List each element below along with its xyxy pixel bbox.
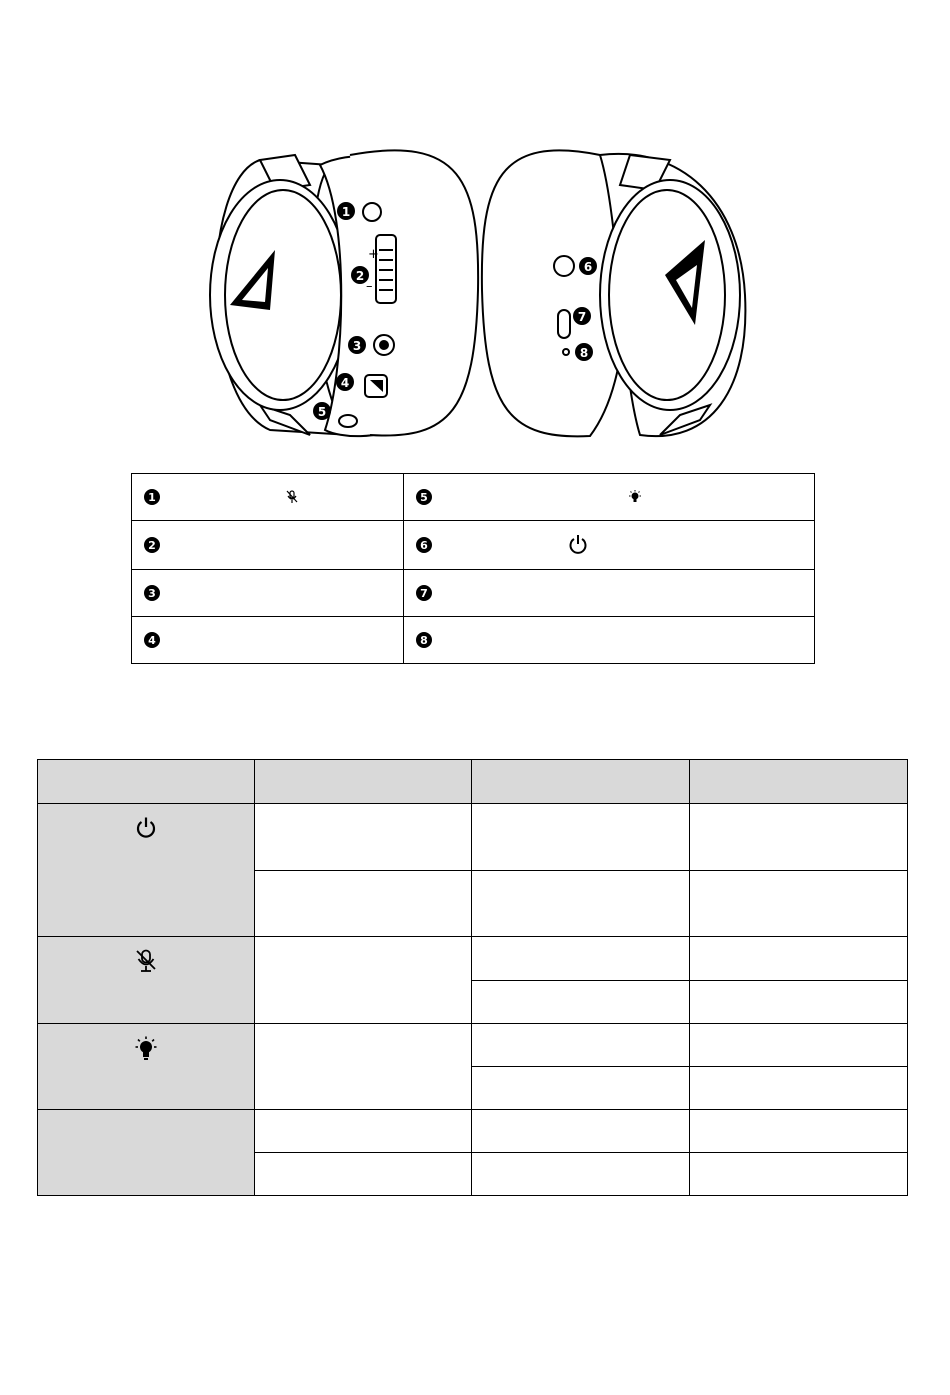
table-cell bbox=[690, 804, 908, 871]
legend-row bbox=[132, 474, 815, 521]
power-icon bbox=[135, 816, 157, 840]
table-cell bbox=[472, 870, 690, 937]
callout-3 bbox=[348, 336, 366, 354]
power-icon bbox=[568, 534, 588, 556]
svg-text:3: 3 bbox=[352, 339, 362, 353]
table-cell bbox=[472, 804, 690, 871]
group-power bbox=[38, 804, 255, 937]
group-mic-mute bbox=[38, 937, 255, 1023]
svg-text:5: 5 bbox=[317, 405, 327, 419]
table-cell bbox=[255, 1109, 472, 1152]
component-legend-table bbox=[131, 473, 815, 664]
legend-row bbox=[132, 617, 815, 664]
table-cell bbox=[472, 1066, 690, 1109]
legend-cell bbox=[132, 617, 404, 664]
table-row bbox=[38, 804, 908, 871]
table-cell bbox=[690, 937, 908, 980]
legend-cell bbox=[132, 521, 404, 570]
legend-cell bbox=[404, 521, 815, 570]
table-cell bbox=[255, 804, 472, 871]
left-earcup bbox=[210, 150, 478, 436]
table-cell bbox=[690, 1023, 908, 1066]
legend-cell bbox=[404, 474, 815, 521]
table-cell bbox=[472, 1023, 690, 1066]
legend-number: 6 bbox=[416, 537, 432, 553]
legend-number: 5 bbox=[416, 489, 432, 505]
svg-text:7: 7 bbox=[577, 310, 587, 324]
callout-8 bbox=[575, 343, 593, 361]
headset-illustration bbox=[200, 140, 760, 450]
callout-7 bbox=[573, 307, 591, 325]
table-header-row bbox=[38, 760, 908, 804]
table-header-cell bbox=[255, 760, 472, 804]
legend-cell bbox=[404, 617, 815, 664]
table-cell bbox=[255, 1152, 472, 1195]
table-cell bbox=[690, 1152, 908, 1195]
group-other bbox=[38, 1109, 255, 1195]
svg-text:4: 4 bbox=[340, 376, 350, 390]
mic-mute-icon bbox=[286, 490, 298, 504]
legend-number: 1 bbox=[144, 489, 160, 505]
mic-mute-icon bbox=[135, 949, 157, 973]
table-cell bbox=[255, 1023, 472, 1109]
table-cell bbox=[255, 870, 472, 937]
legend-number: 4 bbox=[144, 632, 160, 648]
volume-plus-label: + bbox=[368, 247, 379, 262]
volume-minus-label: – bbox=[366, 279, 373, 294]
legend-cell bbox=[132, 474, 404, 521]
table-row bbox=[38, 1023, 908, 1066]
table-row bbox=[38, 1109, 908, 1152]
table-cell bbox=[690, 1109, 908, 1152]
legend-number: 7 bbox=[416, 585, 432, 601]
group-light bbox=[38, 1023, 255, 1109]
table-header-cell bbox=[472, 760, 690, 804]
button-function-table bbox=[37, 759, 908, 1196]
table-cell bbox=[690, 870, 908, 937]
table-row bbox=[38, 937, 908, 980]
legend-number: 3 bbox=[144, 585, 160, 601]
legend-number: 2 bbox=[144, 537, 160, 553]
legend-cell bbox=[132, 570, 404, 617]
legend-row bbox=[132, 570, 815, 617]
table-cell bbox=[472, 937, 690, 980]
svg-text:1: 1 bbox=[341, 205, 351, 219]
callout-6 bbox=[579, 257, 597, 275]
svg-text:8: 8 bbox=[579, 346, 589, 360]
table-cell bbox=[472, 1109, 690, 1152]
table-cell bbox=[472, 980, 690, 1023]
legend-number: 8 bbox=[416, 632, 432, 648]
table-cell bbox=[255, 937, 472, 1023]
callout-5 bbox=[313, 402, 331, 420]
svg-text:6: 6 bbox=[583, 260, 593, 274]
legend-row bbox=[132, 521, 815, 570]
table-cell bbox=[690, 1066, 908, 1109]
legend-cell bbox=[404, 570, 815, 617]
light-bulb-icon bbox=[134, 1036, 158, 1062]
svg-text:2: 2 bbox=[355, 269, 365, 283]
table-cell bbox=[472, 1152, 690, 1195]
callout-4 bbox=[336, 373, 354, 391]
table-cell bbox=[690, 980, 908, 1023]
table-header-cell bbox=[38, 760, 255, 804]
right-earcup bbox=[482, 150, 746, 436]
table-header-cell bbox=[690, 760, 908, 804]
callout-1 bbox=[337, 202, 355, 220]
light-bulb-icon bbox=[628, 490, 642, 504]
